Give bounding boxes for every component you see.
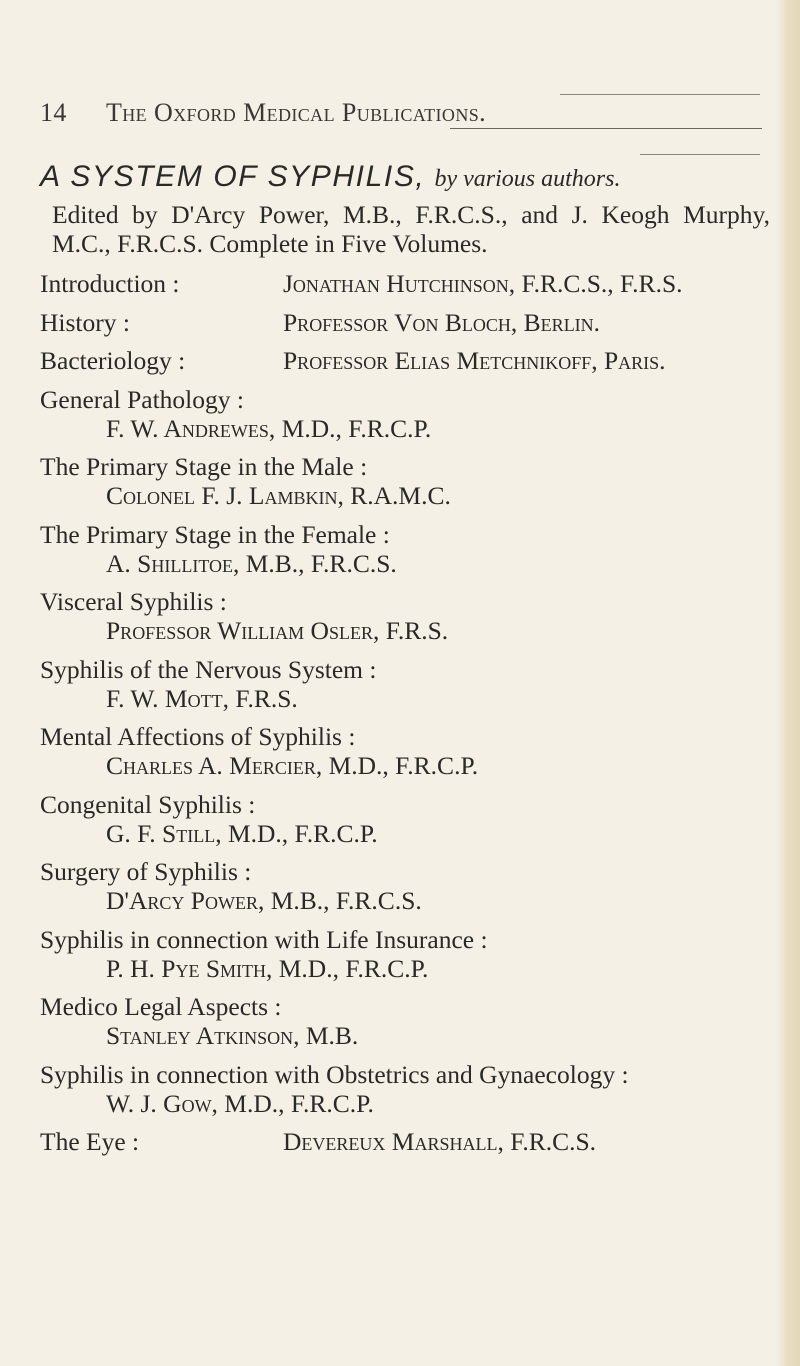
contents-entry	[40, 992, 770, 1050]
entry-author: Professor Von Bloch, Berlin.	[283, 307, 601, 337]
book-listing	[40, 160, 770, 1156]
contents-entry	[40, 452, 770, 510]
entry-label: The Primary Stage in the Male :	[40, 452, 368, 481]
contents-entry	[40, 722, 770, 780]
page-edge	[776, 0, 800, 1366]
entry-author: P. H. Pye Smith, M.D., F.R.C.P.	[106, 953, 429, 983]
entry-label: Syphilis in connection with Obstetrics and Gynaecology :	[40, 1059, 629, 1089]
entry-label: Syphilis of the Nervous System :	[40, 654, 377, 684]
entry-author: Devereux Marshall, F.R.C.S.	[283, 1127, 597, 1156]
entry-author: A. Shillitoe, M.B., F.R.C.S.	[106, 548, 397, 578]
entry-author: Stanley Atkinson, M.B.	[106, 1021, 359, 1050]
entry-label: The Primary Stage in the Female :	[40, 519, 390, 549]
entry-author: Colonel F. J. Lambkin, R.A.M.C.	[106, 481, 451, 510]
book-authors-note: by various authors.	[434, 166, 621, 192]
entry-label: History :	[40, 307, 130, 337]
contents-entry	[40, 269, 770, 298]
entry-label: The Eye :	[40, 1127, 140, 1156]
contents-entry	[40, 587, 770, 645]
entry-label: Congenital Syphilis :	[40, 789, 256, 819]
contents-entry	[40, 655, 770, 713]
page-number: 14	[40, 98, 67, 127]
header-rule	[450, 128, 762, 129]
header-rule-lower	[640, 154, 760, 155]
contents-entry	[40, 790, 770, 848]
book-title-line	[40, 160, 770, 194]
entry-label: Introduction :	[40, 269, 180, 298]
contents-entry	[40, 925, 770, 983]
entry-author: F. W. Andrewes, M.D., F.R.C.P.	[106, 413, 432, 443]
entry-label: Bacteriology :	[40, 346, 186, 375]
contents-entry	[40, 1127, 770, 1156]
entry-author: F. W. Mott, F.R.S.	[106, 683, 298, 713]
contents-entry	[40, 857, 770, 915]
entry-label: Mental Affections of Syphilis :	[40, 722, 356, 751]
running-title: The Oxford Medical Publications.	[106, 98, 487, 127]
header-rule-top	[560, 94, 760, 95]
entry-author: Charles A. Mercier, M.D., F.R.C.P.	[106, 751, 479, 780]
contents-entry	[40, 308, 770, 337]
entry-label: Surgery of Syphilis :	[40, 857, 252, 886]
entry-label: Visceral Syphilis :	[40, 587, 227, 616]
entry-author: G. F. Still, M.D., F.R.C.P.	[106, 818, 378, 848]
contents-entry	[40, 520, 770, 578]
contents-entry	[40, 385, 770, 443]
entry-author: Professor Elias Metchnikoff, Paris.	[283, 346, 666, 375]
running-header	[40, 98, 760, 128]
book-title: A SYSTEM OF SYPHILIS,	[40, 160, 426, 193]
entry-label: Medico Legal Aspects :	[40, 992, 282, 1021]
entry-author: W. J. Gow, M.D., F.R.C.P.	[106, 1088, 374, 1118]
book-description: Edited by D'Arcy Power, M.B., F.R.C.S., and J. Keogh Murphy, M.C., F.R.C.S. Complete in Five Volumes.	[52, 200, 770, 258]
entry-author: D'Arcy Power, M.B., F.R.C.S.	[106, 886, 422, 915]
entry-author: Professor William Osler, F.R.S.	[106, 616, 449, 645]
contents-entry	[40, 346, 770, 375]
contents-entry	[40, 1060, 770, 1118]
entry-label: General Pathology :	[40, 384, 244, 414]
entry-label: Syphilis in connection with Life Insurance :	[40, 924, 488, 954]
entry-author: Jonathan Hutchinson, F.R.C.S., F.R.S.	[283, 269, 683, 298]
